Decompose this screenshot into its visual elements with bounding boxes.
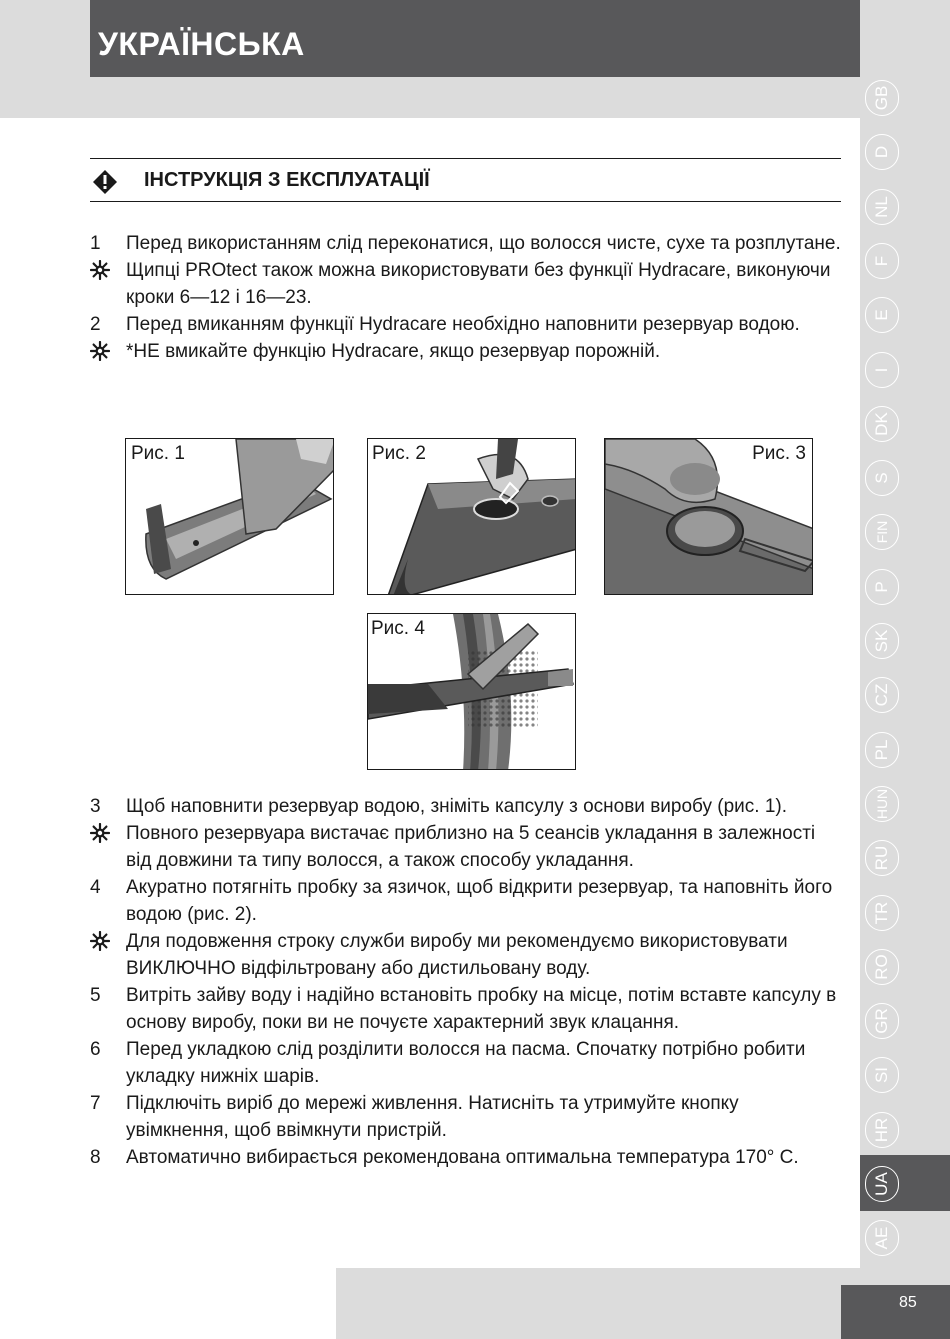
- item-text: Перед вмиканням функції Hydracare необхідно наповнити резервуар водою.: [126, 314, 800, 335]
- list-item: [90, 257, 841, 311]
- language-tab-s[interactable]: [865, 460, 899, 496]
- step-number: 2: [90, 314, 101, 335]
- language-tab-label: CZ: [872, 683, 891, 707]
- section-header: [90, 158, 841, 202]
- language-tab-label: TR: [872, 901, 891, 924]
- language-tab-label: HR: [872, 1117, 891, 1142]
- language-tab-si[interactable]: [865, 1057, 899, 1093]
- language-tab-label: F: [872, 255, 891, 267]
- step-number: 6: [90, 1039, 101, 1060]
- list-item: [90, 820, 841, 874]
- language-tab-ru[interactable]: [865, 840, 899, 876]
- figure-4: [367, 613, 576, 770]
- step-number: 7: [90, 1093, 101, 1114]
- language-tab-tr[interactable]: [865, 895, 899, 931]
- page-number: 85: [899, 1294, 917, 1311]
- figure-1: [125, 438, 334, 595]
- item-text: Перед укладкою слід розділити волосся на пасма. Спочатку потрібно робити укладку нижніх шарів.: [126, 1039, 806, 1087]
- language-tab-label: SI: [872, 1067, 891, 1084]
- figure-2: [367, 438, 576, 595]
- item-text: Перед використанням слід переконатися, що волосся чисте, сухе та розплутане.: [126, 233, 841, 254]
- figure-label: Рис. 1: [131, 443, 185, 464]
- list-item: [90, 230, 841, 257]
- figure-3: [604, 438, 813, 595]
- item-text: Для подовження строку служби виробу ми рекомендуємо використовувати ВИКЛЮЧНО відфільтровану або дистильовану воду.: [126, 931, 788, 979]
- language-tab-label: FIN: [874, 521, 890, 544]
- item-text: Витріть зайву воду і надійно встановіть пробку на місце, потім вставте капсулу в основу виробу, поки ви не почуєте характерний звук клацання.: [126, 985, 837, 1033]
- warning-icon: [92, 169, 118, 195]
- list-item: [90, 311, 841, 338]
- language-tab-cz[interactable]: [865, 677, 899, 713]
- tip-star-icon: [90, 931, 110, 951]
- language-tab-hr[interactable]: [865, 1112, 899, 1148]
- language-tab-ae[interactable]: [865, 1220, 899, 1256]
- language-tab-dk[interactable]: [865, 406, 899, 442]
- language-tab-gr[interactable]: [865, 1003, 899, 1039]
- step-number: 8: [90, 1147, 101, 1168]
- language-tab-e[interactable]: [865, 297, 899, 333]
- step-number: 3: [90, 796, 101, 817]
- figure-label: Рис. 4: [371, 618, 425, 639]
- item-text: *НЕ вмикайте функцію Hydracare, якщо резервуар порожній.: [126, 341, 661, 362]
- item-text: Щипці PROtect також можна використовувати без функції Hydracare, виконуючи кроки 6—12 і 16—23.: [126, 260, 831, 308]
- language-tab-ua[interactable]: [865, 1166, 899, 1202]
- language-tab-label: S: [872, 472, 891, 484]
- language-tab-label: P: [872, 581, 891, 593]
- language-tab-ro[interactable]: [865, 949, 899, 985]
- language-tab-label: UA: [872, 1172, 891, 1196]
- language-tab-label: PL: [872, 739, 891, 760]
- step-number: 5: [90, 985, 101, 1006]
- item-text: Акуратно потягніть пробку за язичок, щоб відкрити резервуар, та наповніть його водою (рис. 2).: [126, 877, 833, 925]
- language-tab-label: D: [872, 146, 891, 159]
- language-tab-label: NL: [872, 195, 891, 218]
- language-tab-label: DK: [872, 411, 891, 436]
- language-tab-i[interactable]: [865, 352, 899, 388]
- language-header: [90, 0, 860, 77]
- language-tab-f[interactable]: [865, 243, 899, 279]
- language-tab-label: GR: [872, 1008, 891, 1034]
- tip-star-icon: [90, 823, 110, 843]
- intro-list: [90, 230, 841, 365]
- language-tab-label: AE: [872, 1226, 891, 1250]
- language-tab-nl[interactable]: [865, 189, 899, 225]
- steps-list: [90, 793, 841, 1171]
- step-number: 1: [90, 233, 101, 254]
- step-number: 4: [90, 877, 101, 898]
- figure-label: Рис. 3: [752, 443, 806, 464]
- language-tab-fin[interactable]: [865, 514, 899, 550]
- language-tab-label: HUN: [874, 788, 890, 820]
- language-tab-label: GB: [872, 85, 891, 111]
- language-tab-gb[interactable]: [865, 80, 899, 116]
- language-tab-d[interactable]: [865, 134, 899, 170]
- list-item: [90, 1144, 841, 1171]
- list-item: [90, 1036, 841, 1090]
- list-item: [90, 982, 841, 1036]
- language-title: УКРАЇНСЬКА: [98, 26, 305, 62]
- list-item: [90, 793, 841, 820]
- language-tab-label: I: [872, 367, 891, 372]
- item-text: Щоб наповнити резервуар водою, зніміть капсулу з основи виробу (рис. 1).: [126, 796, 788, 817]
- section-title: ІНСТРУКЦІЯ З ЕКСПЛУАТАЦІЇ: [144, 169, 430, 191]
- bottom-band: [336, 1268, 860, 1339]
- item-text: Повного резервуара вистачає приблизно на 5 сеансів укладання в залежності від довжини та типу волосся, а також способу укладання.: [126, 823, 816, 871]
- tip-star-icon: [90, 260, 110, 280]
- language-tab-sk[interactable]: [865, 623, 899, 659]
- list-item: [90, 1090, 841, 1144]
- language-tab-p[interactable]: [865, 569, 899, 605]
- figure-label: Рис. 2: [372, 443, 426, 464]
- language-tab-label: RU: [872, 845, 891, 871]
- list-item: [90, 338, 841, 365]
- language-tab-label: E: [872, 309, 891, 321]
- language-tab-label: SK: [872, 629, 891, 653]
- language-tab-pl[interactable]: [865, 732, 899, 768]
- page-number-box: [841, 1285, 950, 1339]
- item-text: Підключіть виріб до мережі живлення. Натисніть та утримуйте кнопку увімкнення, щоб ввімкнути пристрій.: [126, 1093, 739, 1141]
- list-item: [90, 928, 841, 982]
- tip-star-icon: [90, 341, 110, 361]
- list-item: [90, 874, 841, 928]
- item-text: Автоматично вибирається рекомендована оптимальна температура 170° C.: [126, 1147, 799, 1168]
- language-tab-hun[interactable]: [865, 786, 899, 822]
- language-tab-label: RO: [872, 954, 891, 980]
